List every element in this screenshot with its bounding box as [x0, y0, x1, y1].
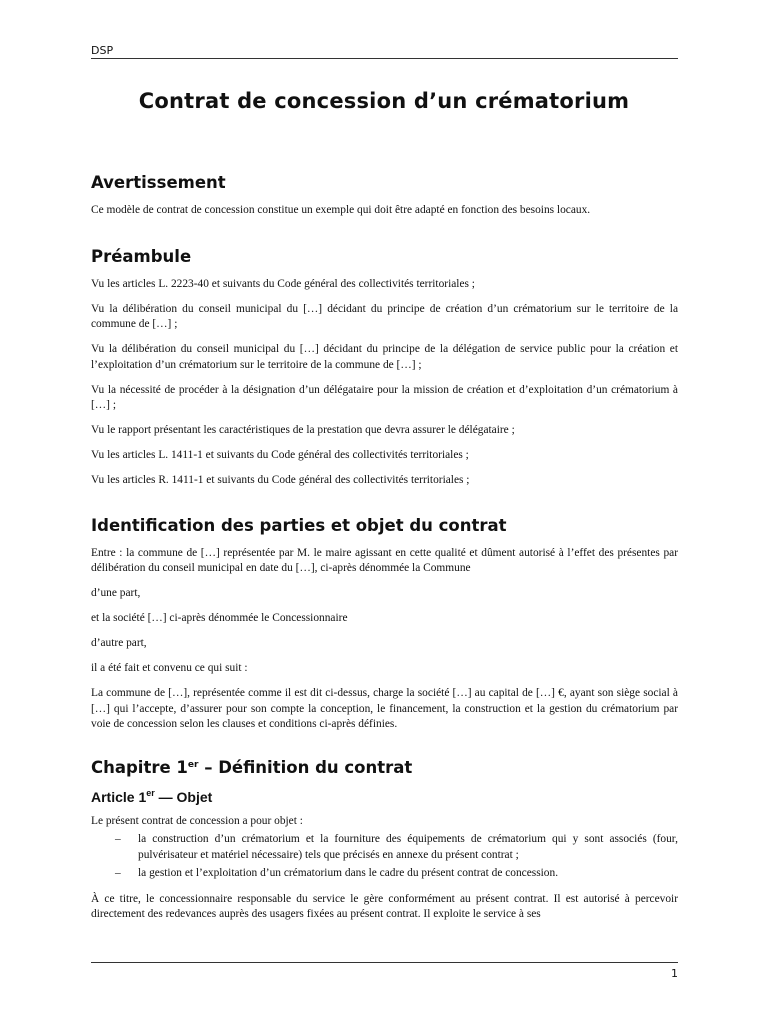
document-title: Contrat de concession d’un crématorium: [138, 89, 630, 113]
chapter-heading-suffix: – Définition du contrat: [198, 757, 413, 777]
article-heading: [91, 788, 678, 806]
identification-paragraph: d’une part,: [91, 587, 141, 599]
footer-divider: [91, 962, 678, 963]
identification-paragraph: et la société […] ci-après dénommée le Concessionnaire: [91, 612, 348, 624]
article-heading-suffix: — Objet: [154, 788, 213, 805]
page-number: 1: [671, 967, 678, 980]
chapter-heading-sup: er: [187, 759, 199, 770]
list-item-text: la gestion et l’exploitation d’un crématorium dans le cadre du présent contrat de concession.: [138, 867, 559, 879]
article-intro: Le présent contrat de concession a pour objet :: [91, 814, 303, 827]
dash-bullet: –: [115, 833, 121, 845]
document-body: [91, 172, 678, 932]
article-heading-prefix: Article 1: [91, 788, 147, 805]
section-heading-identification: Identification des parties et objet du contrat: [91, 515, 507, 535]
article-closing: À ce titre, le concessionnaire responsable du service le gère conformément au présent contrat. Il est autorisé à percevoir directement des redevances auprès des usagers fixées au présent contrat. Il exploite le service à ses: [91, 892, 678, 920]
running-header: DSP: [91, 44, 114, 57]
preambule-paragraph: Vu les articles L. 2223-40 et suivants du Code général des collectivités territoriales ;: [91, 277, 475, 290]
section-heading-avertissement: Avertissement: [91, 173, 226, 192]
dash-bullet: –: [115, 867, 121, 879]
preambule-paragraph: Vu les articles R. 1411-1 et suivants du Code général des collectivités territoriales ;: [91, 474, 470, 486]
identification-paragraph: il a été fait et convenu ce qui suit :: [91, 662, 248, 674]
identification-paragraph: La commune de […], représentée comme il est dit ci-dessus, charge la société […] au capital de […] €, ayant son siège social à […] qui l’accepte, d’assurer pour son compte la conception, le financement, la construction et la gestion du crématorium par voie de concession selon les clauses et conditions ci-après définies.: [91, 687, 678, 730]
preambule-paragraph: Vu le rapport présentant les caractéristiques de la prestation que devra assurer le délégataire ;: [91, 424, 515, 436]
preambule-paragraph: Vu les articles L. 1411-1 et suivants du Code général des collectivités territoriales ;: [91, 449, 469, 461]
avertissement-text: Ce modèle de contrat de concession constitue un exemple qui doit être adapté en fonction des besoins locaux.: [91, 204, 591, 216]
section-heading-preambule: Préambule: [91, 246, 192, 266]
header-divider: [91, 58, 678, 59]
list-item: [91, 832, 678, 863]
preambule-paragraph: Vu la nécessité de procéder à la désignation d’un délégataire pour la mission de création et d’exploitation d’un crématorium à […] ;: [91, 383, 678, 411]
chapter-heading-prefix: Chapitre 1: [91, 757, 188, 777]
preambule-paragraph: Vu la délibération du conseil municipal du […] décidant du principe de la délégation de service public pour la création et l’exploitation d’un crématorium sur le territoire de la commune de […] ;: [91, 343, 678, 371]
article-heading-sup: er: [146, 787, 155, 798]
identification-paragraph: d’autre part,: [91, 637, 147, 649]
list-item: [91, 866, 678, 882]
chapter-heading: [91, 757, 678, 779]
article-item-list: [91, 832, 678, 882]
list-item-text: la construction d’un crématorium et la fourniture des équipements de crématorium qui y sont associés (four, pulvérisateur et matériel nécessaire) tels que précisés en annexe du présent contrat ;: [138, 833, 678, 861]
identification-paragraph: Entre : la commune de […] représentée par M. le maire agissant en cette qualité et dûment autorisé à l’effet des présentes par délibération du conseil municipal en date du […], ci-après dénommée la Commune: [91, 546, 678, 574]
preambule-paragraph: Vu la délibération du conseil municipal du […] décidant du principe de création d’un crématorium sur le territoire de la commune de […] ;: [91, 302, 678, 330]
